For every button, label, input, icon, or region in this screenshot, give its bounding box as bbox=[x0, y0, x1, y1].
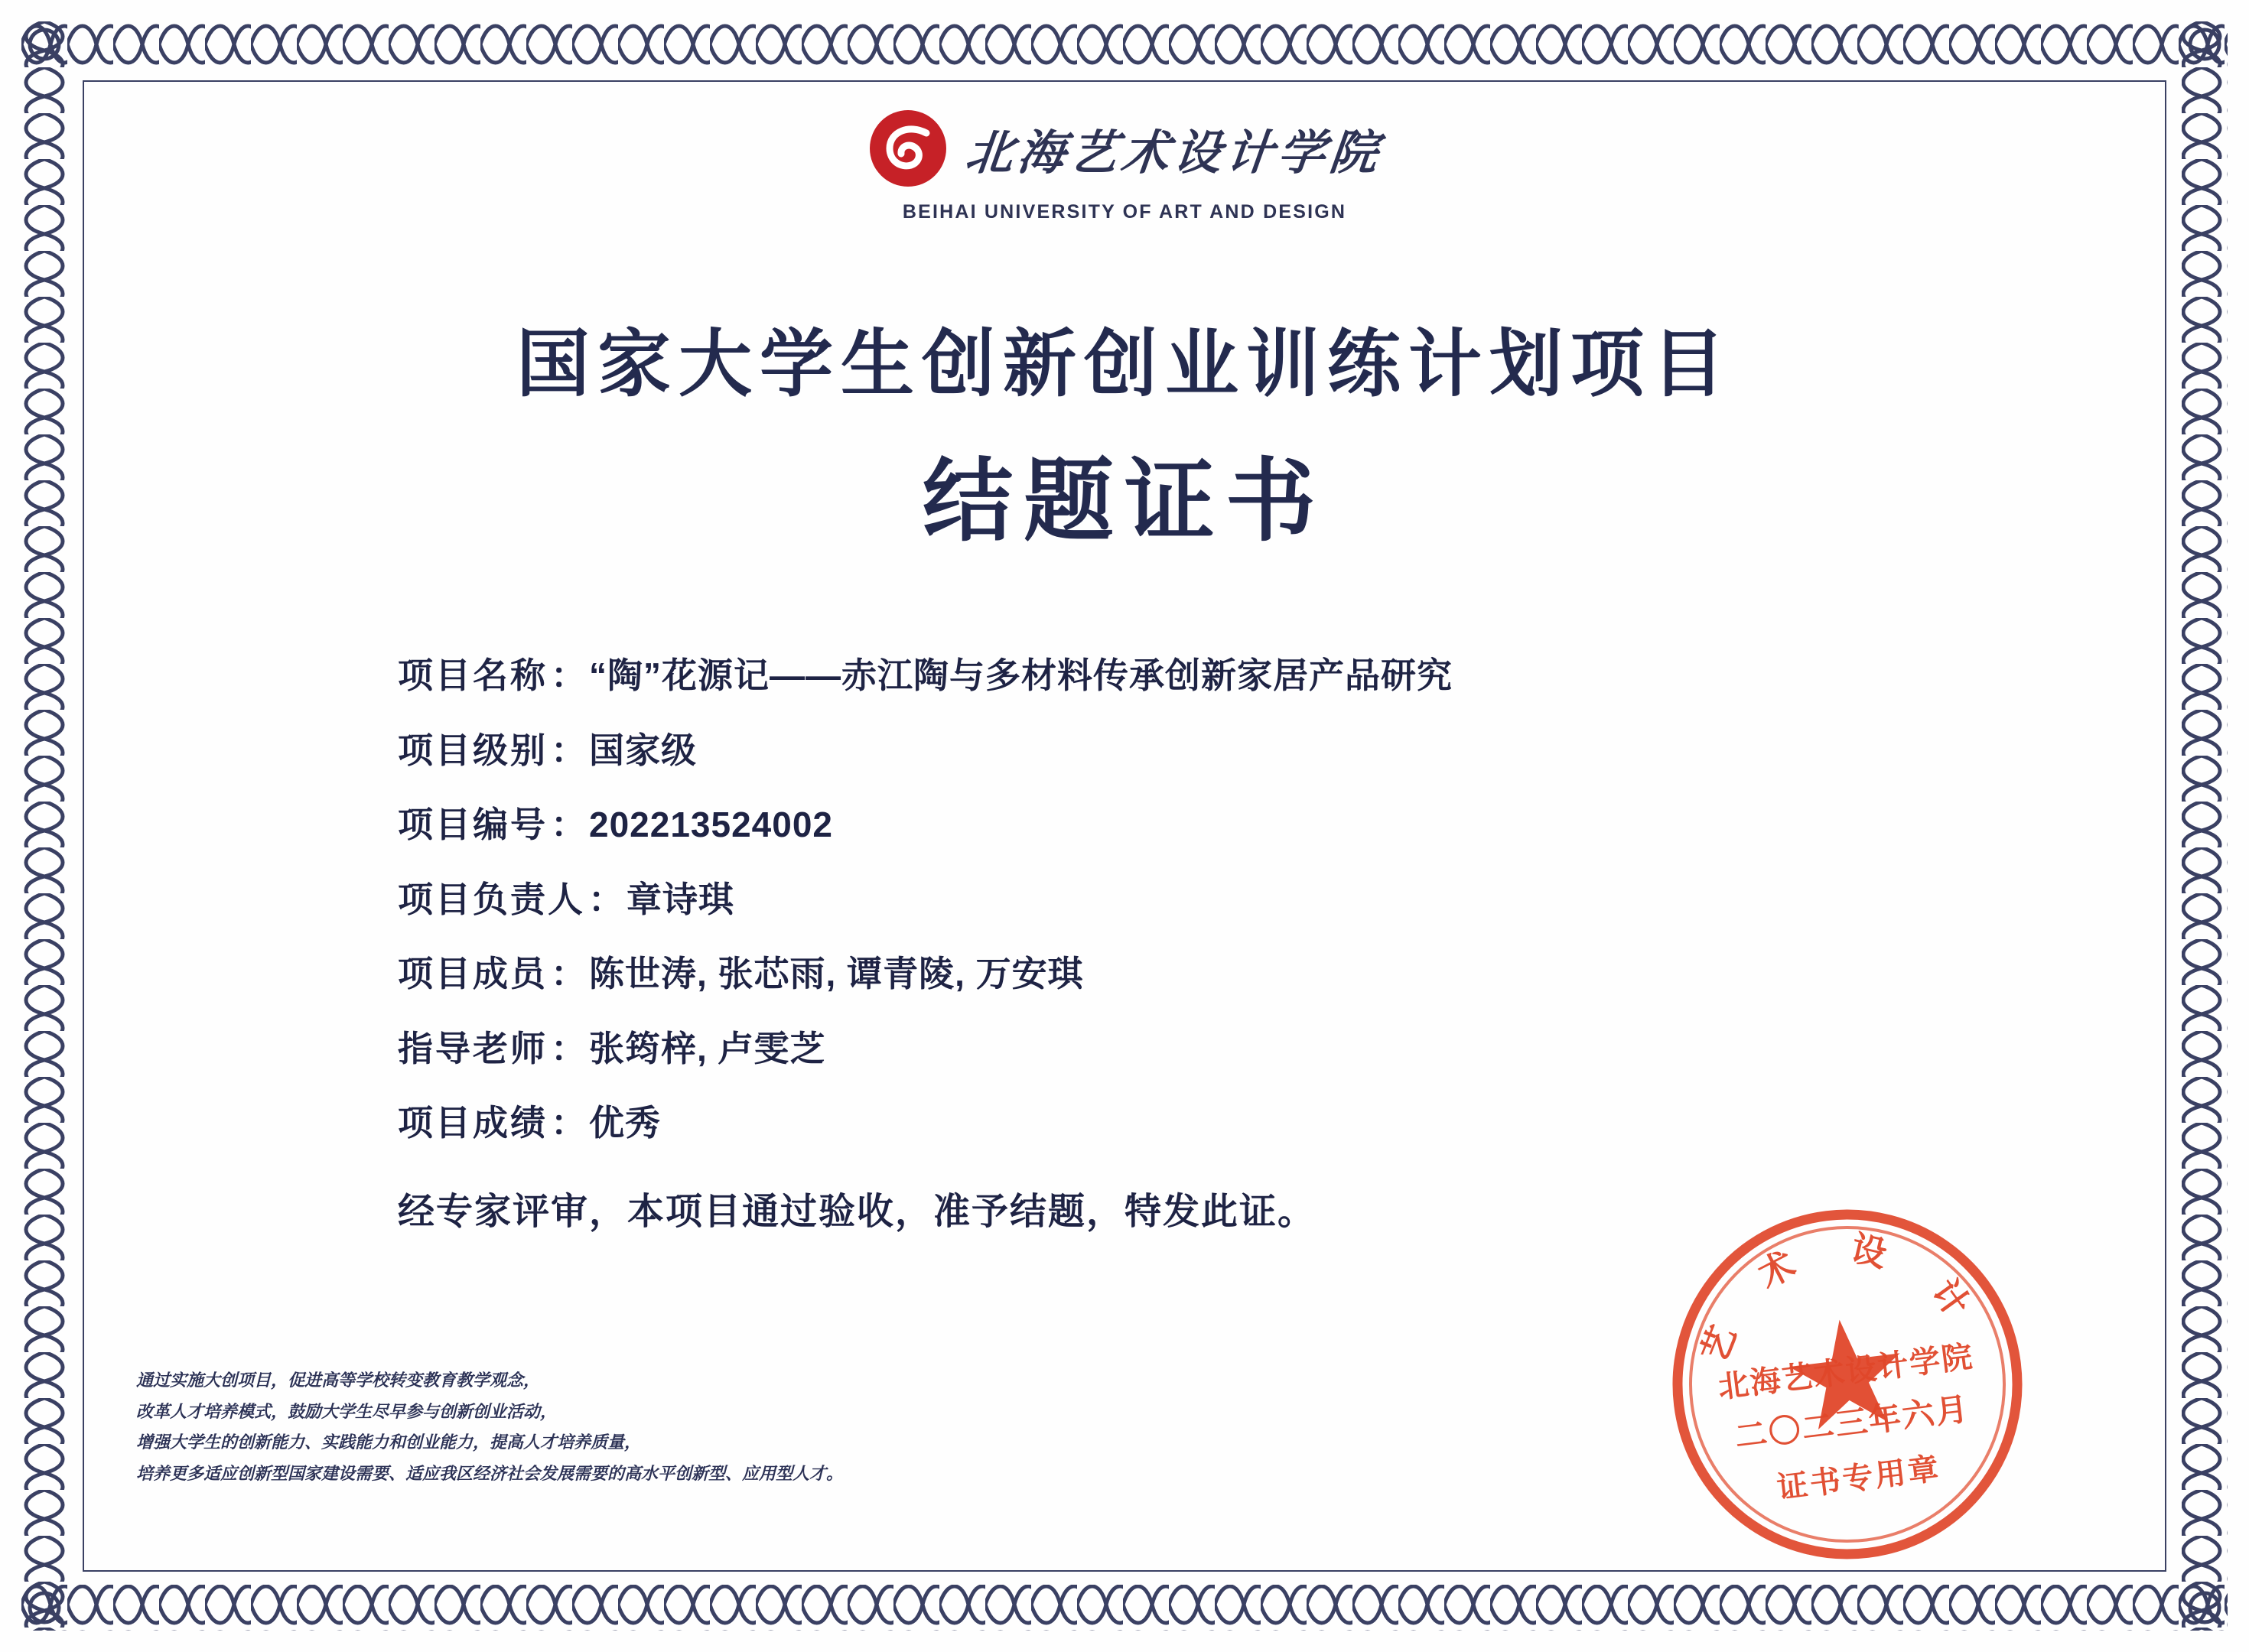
field-value: 陈世涛, 张芯雨, 谭青陵, 万安琪 bbox=[589, 954, 1084, 993]
field-label: 项目成员 bbox=[398, 954, 548, 993]
field-value: 优秀 bbox=[589, 1103, 661, 1143]
seal-line-3: 证书专用章 bbox=[1775, 1450, 1943, 1507]
institution-name-cn: 北海艺术设计学院 bbox=[962, 124, 1385, 180]
field-colon: ： bbox=[551, 1103, 586, 1143]
footer-note bbox=[136, 1365, 1207, 1490]
field-value: 张筠梓, 卢雯芝 bbox=[589, 1028, 826, 1068]
certificate-fields bbox=[398, 654, 1928, 1176]
footer-note-line-1: 通过实施大创项目，促进高等学校转变教育教学观念， bbox=[136, 1371, 541, 1390]
institution-logo-block bbox=[0, 107, 2249, 223]
field-value: 章诗琪 bbox=[627, 879, 734, 919]
official-seal bbox=[1647, 1184, 2048, 1585]
field-label: 指导老师 bbox=[398, 1028, 548, 1068]
field-colon: ： bbox=[551, 730, 586, 770]
spiral-wave-logo-icon bbox=[867, 107, 949, 190]
field-colon: ： bbox=[551, 805, 586, 844]
field-label: 项目编号 bbox=[398, 805, 548, 844]
institution-name-en: BEIHAI UNIVERSITY OF ART AND DESIGN bbox=[902, 201, 1347, 223]
certificate-title-line2: 结题证书 bbox=[922, 447, 1326, 554]
field-row-project-number bbox=[398, 803, 1928, 847]
field-row-project-name bbox=[398, 654, 1928, 698]
footer-note-line-3: 增强大学生的创新能力、实践能力和创业能力，提高人才培养质量， bbox=[136, 1432, 642, 1453]
field-label: 项目负责人 bbox=[398, 879, 585, 919]
field-row-grade bbox=[398, 1101, 1928, 1146]
field-value: 国家级 bbox=[589, 730, 697, 770]
seal-line-1: 北海艺术设计学院 bbox=[1716, 1338, 1976, 1406]
field-row-project-level bbox=[398, 729, 1928, 773]
certificate-title-line1: 国家大学生创新创业训练计划项目 bbox=[516, 320, 1733, 407]
field-label: 项目级别 bbox=[398, 730, 548, 770]
footer-note-line-4: 培养更多适应创新型国家建设需要、适应我区经济社会发展需要的高水平创新型、应用型人才。 bbox=[136, 1464, 844, 1485]
approval-statement: 经专家评审，本项目通过验收，准予结题，特发此证。 bbox=[398, 1192, 1317, 1232]
field-value: 202213524002 bbox=[589, 805, 833, 844]
field-colon: ： bbox=[551, 954, 586, 993]
field-colon: ： bbox=[588, 879, 623, 919]
seal-arc-text: 艺 术 设 计 bbox=[1693, 1227, 1990, 1368]
field-row-advisors bbox=[398, 1027, 1928, 1072]
field-colon: ： bbox=[551, 1028, 586, 1068]
field-label: 项目成绩 bbox=[398, 1103, 548, 1143]
field-value: “陶”花源记——赤江陶与多材料传承创新家居产品研究 bbox=[589, 655, 1453, 695]
footer-note-line-2: 改革人才培养模式，鼓励大学生尽早参与创新创业活动， bbox=[136, 1401, 558, 1422]
seal-line-2: 二〇二三年六月 bbox=[1733, 1390, 1971, 1456]
field-label: 项目名称 bbox=[398, 655, 548, 695]
field-row-project-leader bbox=[398, 878, 1928, 922]
field-colon: ： bbox=[551, 655, 586, 695]
field-row-project-members bbox=[398, 952, 1928, 997]
